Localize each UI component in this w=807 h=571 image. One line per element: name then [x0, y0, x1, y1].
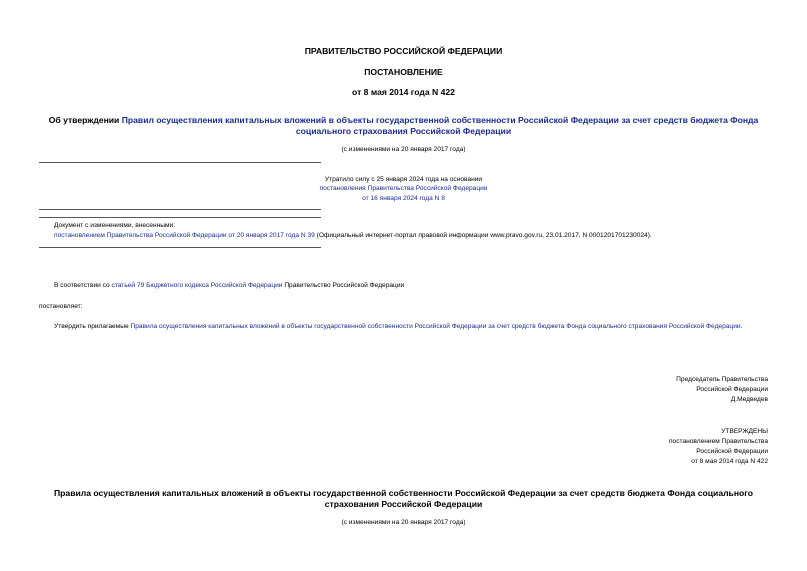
approved-by: постановлением Правительства [668, 438, 768, 445]
signature-name: Д.Медведев [730, 396, 768, 403]
document-date-number: от 8 мая 2014 года N 422 [352, 87, 455, 97]
amendment-decree-link[interactable]: постановлением Правительства Российской Федерации от 20 января 2017 года N 39 [54, 232, 315, 239]
rules-title: Правила осуществления капитальных вложений в объекты государственной собственности Российской Федерации за счет средств бюджета Фонда социального страхования Российской Федерации [53, 488, 753, 509]
budget-code-link[interactable]: статьей 79 Бюджетного кодекса Российской Федерации [111, 282, 283, 289]
amendments-intro: Документ с изменениями, внесенными: [54, 222, 176, 229]
paragraph-approve-end: . [740, 323, 743, 330]
rules-title-link[interactable]: Правил осуществления капитальных вложений в объекты государственной собственности Российской Федерации за счет средств бюджета Фонда социального страхования Российской Федерации [121, 115, 759, 136]
document-title [40, 115, 767, 137]
amendments-line [54, 231, 652, 241]
paragraph-approve [39, 322, 770, 332]
paragraph-resolves: постановляет: [39, 303, 83, 310]
approved-country: Российской Федерации [696, 448, 768, 455]
title-prefix: Об утверждении [48, 115, 122, 125]
approved-label: УТВЕРЖДЕНЫ [721, 428, 768, 435]
approved-date-number: от 8 мая 2014 года N 422 [691, 458, 768, 465]
expired-decree-date-link[interactable]: от 16 января 2024 года N 8 [362, 195, 445, 202]
paragraph-approve-start: Утвердить прилагаемые [54, 323, 131, 330]
signature-country: Российской Федерации [696, 386, 768, 393]
expired-decree-link[interactable]: постановления Правительства Российской Федерации [319, 185, 488, 192]
changes-note: (с изменениями на 20 января 2017 года) [341, 146, 466, 153]
divider [39, 217, 321, 218]
expired-note: Утратило силу с 25 января 2024 года на основании [324, 176, 483, 183]
signature-position: Председатель Правительства [676, 376, 768, 383]
government-heading: ПРАВИТЕЛЬСТВО РОССИЙСКОЙ ФЕДЕРАЦИИ [304, 46, 503, 56]
approved-rules-link[interactable]: Правила осуществления капитальных вложений в объекты государственной собственности Российской Федерации за счет средств бюджета Фонда социального страхования Российской Федерации [130, 323, 741, 330]
divider [39, 162, 321, 163]
paragraph-basis-start: В соответствии со [54, 282, 112, 289]
divider [39, 247, 321, 248]
document-type: ПОСТАНОВЛЕНИЕ [364, 67, 443, 77]
rules-changes-note: (с изменениями на 20 января 2017 года) [341, 519, 466, 526]
paragraph-basis [54, 281, 404, 291]
paragraph-basis-end: Правительство Российской Федерации [282, 282, 405, 289]
divider [39, 209, 321, 210]
amendment-source: (Официальный интернет-портал правовой информации www.pravo.gov.ru, 23.01.2017, N 0001201701230024). [314, 232, 652, 239]
